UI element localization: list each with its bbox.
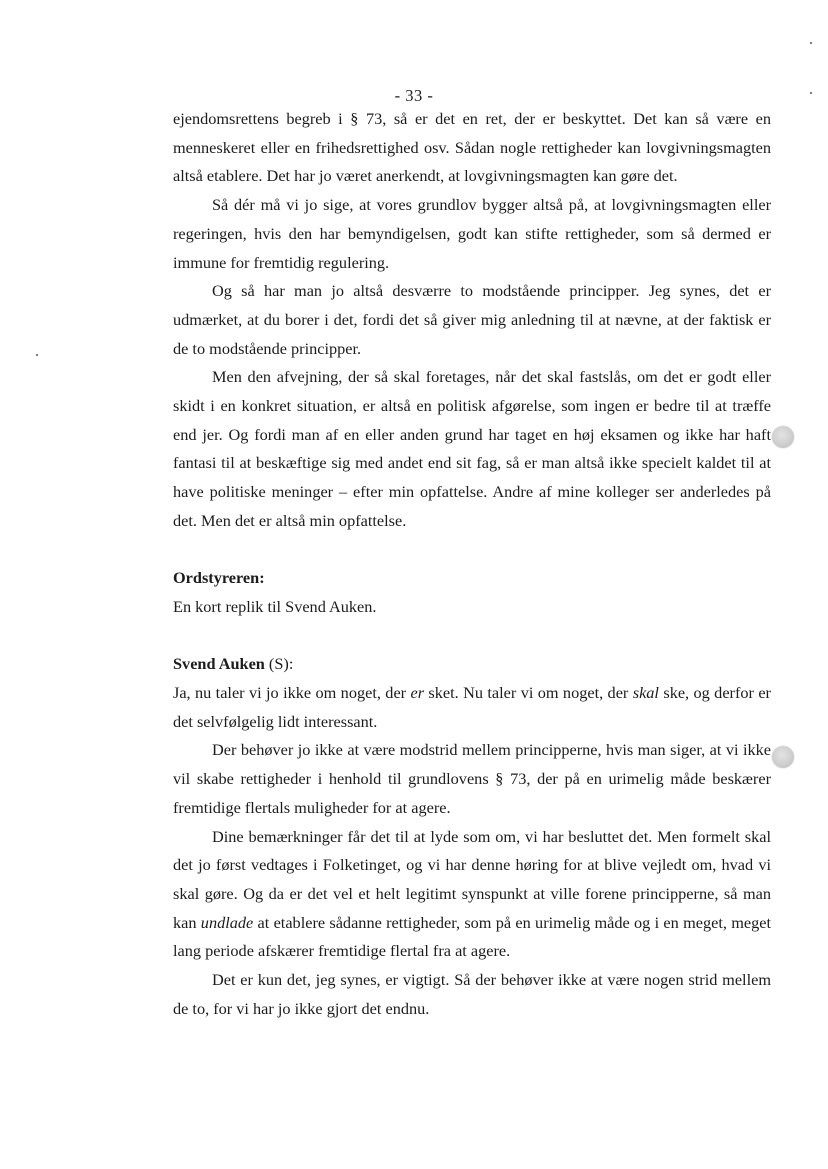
paragraph: ejendomsrettens begreb i § 73, så er det en ret, der er beskyttet. Det kan så være en menneskeret eller en frihedsrettighed osv. Sådan nogle rettigheder kan lovgivningsmagten altså etablere. Det har jo været anerkendt, at lovgivningsmagten kan gøre det. bbox=[173, 109, 771, 186]
paragraph: Ja, nu taler vi jo ikke om noget, der er sket. Nu taler vi om noget, der skal ske, og derfor er det selvfølgelig lidt interessant. bbox=[173, 683, 771, 731]
scan-speck bbox=[36, 354, 38, 356]
speaker-heading-svend-auken bbox=[173, 650, 771, 679]
paragraph: En kort replik til Svend Auken. bbox=[173, 596, 377, 616]
scan-speck bbox=[810, 42, 812, 44]
speaker-name: Svend Auken bbox=[173, 654, 265, 674]
paragraph: Dine bemærkninger får det til at lyde som om, vi har besluttet det. Men formelt skal det jo først vedtages i Folketinget, og vi har denne høring for at blive vejledt om, hvad vi skal gøre. Og da er det vel et helt legitimt synspunkt at ville forene principperne, så man kan undlade at etablere sådanne rettigheder, som på en urimelig måde og i en meget, meget lang periode afskærer fremtidige flertal fra at agere. bbox=[173, 826, 771, 961]
punch-hole bbox=[772, 746, 794, 768]
transcript-body bbox=[173, 105, 771, 1023]
paragraph: Så dér må vi jo sige, at vores grundlov bygger altså på, at lovgivningsmagten eller regeringen, hvis den har bemyndigelsen, godt kan stifte rettigheder, som så dermed er immune for fremtidig regulering. bbox=[173, 195, 771, 272]
paragraph: Men den afvejning, der så skal foretages, når det skal fastslås, om det er godt eller skidt i en konkret situation, er altså en politisk afgørelse, som ingen er bedre til at træffe end jer. Og fordi man af en eller anden grund har taget en høj eksamen og ikke har haft fantasi til at beskæftige sig med andet end sit fag, så er man altså ikke specielt kaldet til at have politiske meninger – efter min opfattelse. Andre af mine kolleger ser anderledes på det. Men det er altså min opfattelse. bbox=[173, 367, 771, 530]
speaker-heading-chair: Ordstyreren: bbox=[173, 568, 265, 588]
paragraph: Der behøver jo ikke at være modstrid mellem principperne, hvis man siger, at vi ikke vil skabe rettigheder i henhold til grundlovens § 73, der på en urimelig måde beskærer fremtidige flertals muligheder for at agere. bbox=[173, 740, 771, 817]
scan-speck bbox=[810, 92, 812, 94]
paragraph: Og så har man jo altså desværre to modstående principper. Jeg synes, det er udmærket, at du borer i det, fordi det så giver mig anledning til at nævne, at der faktisk er de to modstående principper. bbox=[173, 281, 771, 358]
page-number: - 33 - bbox=[394, 86, 434, 105]
speaker-party: (S): bbox=[264, 654, 294, 674]
paragraph: Det er kun det, jeg synes, er vigtigt. Så der behøver ikke at være nogen strid mellem de to, for vi har jo ikke gjort det endnu. bbox=[173, 970, 771, 1018]
punch-hole bbox=[772, 426, 794, 448]
